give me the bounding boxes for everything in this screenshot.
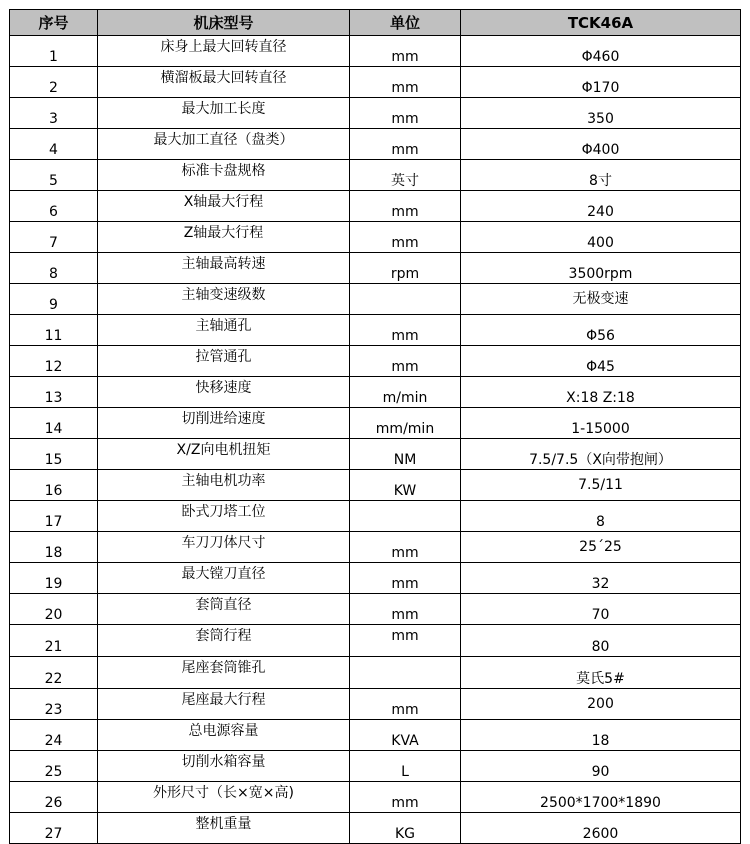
row-unit: L bbox=[350, 751, 461, 782]
table-row bbox=[10, 439, 741, 470]
table-row bbox=[10, 689, 741, 720]
table-row bbox=[10, 67, 741, 98]
table-row bbox=[10, 284, 741, 315]
table-row bbox=[10, 377, 741, 408]
row-value: 3500rpm bbox=[461, 253, 741, 284]
row-unit: mm bbox=[350, 315, 461, 346]
row-number: 12 bbox=[10, 346, 98, 377]
row-unit: mm bbox=[350, 532, 461, 563]
row-value: Φ45 bbox=[461, 346, 741, 377]
row-unit: mm bbox=[350, 222, 461, 253]
row-number: 16 bbox=[10, 470, 98, 501]
header-model: 机床型号 bbox=[98, 10, 350, 36]
row-number: 1 bbox=[10, 36, 98, 67]
row-number: 5 bbox=[10, 160, 98, 191]
table-row bbox=[10, 625, 741, 657]
table-row bbox=[10, 315, 741, 346]
row-value: 80 bbox=[461, 625, 741, 657]
table-row bbox=[10, 160, 741, 191]
row-value: 8 bbox=[461, 501, 741, 532]
row-value: 32 bbox=[461, 563, 741, 594]
row-number: 7 bbox=[10, 222, 98, 253]
row-value: 7.5/7.5（X向带抱闸） bbox=[461, 439, 741, 470]
row-value: 8寸 bbox=[461, 160, 741, 191]
row-unit: KG bbox=[350, 813, 461, 844]
row-name: 主轴最高转速 bbox=[98, 253, 350, 284]
row-number: 15 bbox=[10, 439, 98, 470]
row-number: 3 bbox=[10, 98, 98, 129]
row-value: 70 bbox=[461, 594, 741, 625]
row-name: 总电源容量 bbox=[98, 720, 350, 751]
table-body bbox=[10, 36, 741, 844]
row-name: 最大加工直径（盘类） bbox=[98, 129, 350, 160]
table-row bbox=[10, 36, 741, 67]
table-row bbox=[10, 98, 741, 129]
row-unit: mm bbox=[350, 689, 461, 720]
row-unit: rpm bbox=[350, 253, 461, 284]
row-unit: NM bbox=[350, 439, 461, 470]
row-name: 主轴通孔 bbox=[98, 315, 350, 346]
table-row bbox=[10, 563, 741, 594]
row-name: 快移速度 bbox=[98, 377, 350, 408]
table-row bbox=[10, 191, 741, 222]
row-unit: mm bbox=[350, 782, 461, 813]
row-value: Φ400 bbox=[461, 129, 741, 160]
row-unit: m/min bbox=[350, 377, 461, 408]
row-name: 最大加工长度 bbox=[98, 98, 350, 129]
row-unit: 英寸 bbox=[350, 160, 461, 191]
row-name: 最大镗刀直径 bbox=[98, 563, 350, 594]
row-unit: mm bbox=[350, 594, 461, 625]
row-number: 19 bbox=[10, 563, 98, 594]
row-unit: mm bbox=[350, 346, 461, 377]
row-number: 20 bbox=[10, 594, 98, 625]
table-row bbox=[10, 470, 741, 501]
row-name: 外形尺寸（长×宽×高) bbox=[98, 782, 350, 813]
spec-table bbox=[9, 9, 741, 844]
row-name: 车刀刀体尺寸 bbox=[98, 532, 350, 563]
row-name: 主轴电机功率 bbox=[98, 470, 350, 501]
row-value: 2500*1700*1890 bbox=[461, 782, 741, 813]
table-row bbox=[10, 720, 741, 751]
row-number: 18 bbox=[10, 532, 98, 563]
table-row bbox=[10, 594, 741, 625]
table-row bbox=[10, 346, 741, 377]
row-name: 切削水箱容量 bbox=[98, 751, 350, 782]
row-unit bbox=[350, 284, 461, 315]
row-name: 尾座套筒锥孔 bbox=[98, 657, 350, 689]
row-value: 18 bbox=[461, 720, 741, 751]
row-number: 17 bbox=[10, 501, 98, 532]
table-row bbox=[10, 253, 741, 284]
row-value: Φ460 bbox=[461, 36, 741, 67]
row-unit: mm bbox=[350, 563, 461, 594]
row-value: Φ56 bbox=[461, 315, 741, 346]
row-value: 莫氏5# bbox=[461, 657, 741, 689]
row-name: 主轴变速级数 bbox=[98, 284, 350, 315]
row-value: 2600 bbox=[461, 813, 741, 844]
row-unit: mm/min bbox=[350, 408, 461, 439]
row-name: 尾座最大行程 bbox=[98, 689, 350, 720]
row-name: X轴最大行程 bbox=[98, 191, 350, 222]
row-name: 套筒行程 bbox=[98, 625, 350, 657]
row-unit: mm bbox=[350, 625, 461, 657]
row-name: X/Z向电机扭矩 bbox=[98, 439, 350, 470]
header-unit: 单位 bbox=[350, 10, 461, 36]
header-row bbox=[10, 10, 741, 36]
header-index: 序号 bbox=[10, 10, 98, 36]
row-unit bbox=[350, 501, 461, 532]
row-number: 4 bbox=[10, 129, 98, 160]
row-number: 26 bbox=[10, 782, 98, 813]
row-number: 8 bbox=[10, 253, 98, 284]
row-number: 25 bbox=[10, 751, 98, 782]
row-value: 350 bbox=[461, 98, 741, 129]
spec-table-container bbox=[9, 9, 741, 844]
row-name: 横溜板最大回转直径 bbox=[98, 67, 350, 98]
row-number: 24 bbox=[10, 720, 98, 751]
row-number: 23 bbox=[10, 689, 98, 720]
row-unit bbox=[350, 657, 461, 689]
row-value: 1-15000 bbox=[461, 408, 741, 439]
row-number: 21 bbox=[10, 625, 98, 657]
row-value: Φ170 bbox=[461, 67, 741, 98]
table-row bbox=[10, 657, 741, 689]
row-value: 200 bbox=[461, 689, 741, 720]
row-unit: mm bbox=[350, 191, 461, 222]
table-row bbox=[10, 532, 741, 563]
row-unit: mm bbox=[350, 36, 461, 67]
header-value: TCK46A bbox=[461, 10, 741, 36]
row-value: 240 bbox=[461, 191, 741, 222]
row-number: 9 bbox=[10, 284, 98, 315]
row-number: 2 bbox=[10, 67, 98, 98]
table-row bbox=[10, 408, 741, 439]
table-row bbox=[10, 501, 741, 532]
row-unit: mm bbox=[350, 129, 461, 160]
row-name: 拉管通孔 bbox=[98, 346, 350, 377]
row-name: 套筒直径 bbox=[98, 594, 350, 625]
row-number: 6 bbox=[10, 191, 98, 222]
table-row bbox=[10, 813, 741, 844]
table-row bbox=[10, 129, 741, 160]
row-unit: mm bbox=[350, 67, 461, 98]
row-name: 切削进给速度 bbox=[98, 408, 350, 439]
table-row bbox=[10, 222, 741, 253]
row-name: Z轴最大行程 bbox=[98, 222, 350, 253]
row-number: 13 bbox=[10, 377, 98, 408]
row-name: 标准卡盘规格 bbox=[98, 160, 350, 191]
row-unit: KVA bbox=[350, 720, 461, 751]
row-value: 7.5/11 bbox=[461, 470, 741, 501]
row-value: 90 bbox=[461, 751, 741, 782]
row-unit: mm bbox=[350, 98, 461, 129]
row-name: 整机重量 bbox=[98, 813, 350, 844]
row-name: 床身上最大回转直径 bbox=[98, 36, 350, 67]
row-number: 22 bbox=[10, 657, 98, 689]
row-name: 卧式刀塔工位 bbox=[98, 501, 350, 532]
table-row bbox=[10, 751, 741, 782]
row-value: 400 bbox=[461, 222, 741, 253]
row-number: 27 bbox=[10, 813, 98, 844]
table-row bbox=[10, 782, 741, 813]
row-value: X:18 Z:18 bbox=[461, 377, 741, 408]
row-value: 25´25 bbox=[461, 532, 741, 563]
row-value: 无极变速 bbox=[461, 284, 741, 315]
row-number: 11 bbox=[10, 315, 98, 346]
row-unit: KW bbox=[350, 470, 461, 501]
row-number: 14 bbox=[10, 408, 98, 439]
